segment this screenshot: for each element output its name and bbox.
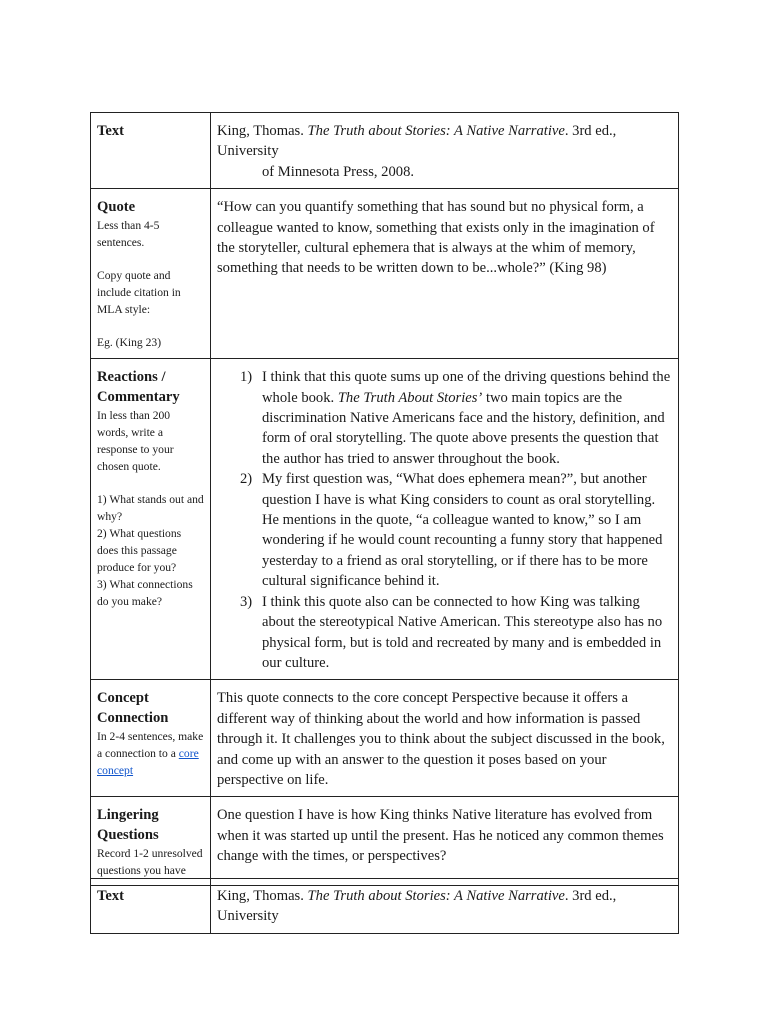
reactions-row <box>91 359 679 680</box>
lingering-content-cell[interactable] <box>211 797 679 886</box>
quote-label: Quote <box>97 199 136 216</box>
text-label-cell <box>91 113 211 189</box>
worksheet-table <box>90 112 679 886</box>
quote-row <box>91 189 679 359</box>
lingering-text: One question I have is how King thinks Native literature has evolved from when it was started up until the present. Has he noticed any common themes change with the times, or perspectives? <box>217 807 664 865</box>
concept-hint <box>97 728 204 779</box>
text-row-2 <box>91 879 679 934</box>
lingering-hint: Record 1-2 unresolved questions you have <box>97 847 203 878</box>
core-concept-link[interactable]: core concept <box>97 747 199 778</box>
concept-text: This quote connects to the core concept Perspective because it offers a different way of thinking about the world and how information is passed through it. It challenges you to think about the subject discussed in the book, and come up with an answer to the question it poses based on your perspective on life. <box>217 690 665 788</box>
concept-label-cell <box>91 680 211 797</box>
citation-title: The Truth about Stories: A Native Narrative <box>307 123 565 139</box>
lingering-row <box>91 797 679 886</box>
quote-hint-length: Less than 4-5 sentences. <box>97 219 160 250</box>
reactions-content-cell[interactable] <box>211 359 679 680</box>
reactions-list <box>217 367 672 673</box>
quote-hint-citation: Copy quote and include citation in MLA style: <box>97 269 181 317</box>
citation-rest-2: . 3rd ed., University <box>217 888 617 925</box>
citation-cell <box>211 113 679 189</box>
text-label-cell-2 <box>91 879 211 934</box>
reaction-item-1-text-a: I think that this quote sums up one of the driving questions behind the whole book. <box>262 369 671 406</box>
text-row <box>91 113 679 189</box>
citation-title-2: The Truth about Stories: A Native Narrative <box>307 888 565 904</box>
reactions-label-cell <box>91 359 211 680</box>
quote-content-cell[interactable] <box>211 189 679 359</box>
text-label: Text <box>97 123 125 139</box>
citation-cell-2 <box>211 879 679 934</box>
lingering-label-cell <box>91 797 211 886</box>
concept-content-cell[interactable] <box>211 680 679 797</box>
worksheet-table-2 <box>90 878 679 934</box>
reaction-item-2: My first question was, “What does ephemera mean?”, but another question I have is what King considers to count as oral storytelling. He mentions in the quote, “a colleague wanted to know,” so I am wondering if he would count recounting a funny story that happened yesterday to a friend as oral storytelling, or if there has to be more cultural significance behind it. <box>262 471 663 590</box>
reactions-hint-q1: 1) What stands out and why? <box>97 493 204 524</box>
reactions-hint-q2: 2) What questions does this passage produce for you? <box>97 527 182 575</box>
concept-row <box>91 680 679 797</box>
citation-rest: . 3rd ed., University <box>217 123 617 160</box>
lingering-label: Lingering Questions <box>97 807 159 844</box>
reactions-hint-instructions: In less than 200 words, write a response to your chosen quote. <box>97 409 174 474</box>
text-label-2: Text <box>97 888 125 904</box>
concept-hint-prefix: In 2-4 sentences, make a connection to a <box>97 730 204 761</box>
quote-hint-example: Eg. (King 23) <box>97 336 162 350</box>
reaction-item-3: I think this quote also can be connected to how King was talking about the stereotypical Native American. This stereotype also has no physical form, but is told and recreated by many and is embedded in our culture. <box>262 593 663 671</box>
citation-author: King, Thomas. <box>217 123 308 139</box>
reaction-item-1-title: The Truth About Stories’ <box>337 389 483 406</box>
quote-text: “How can you quantify something that has sound but no physical form, a colleague wanted to know, something that exists only in the imagination of the storyteller, cultural ephemera that is always at the whim of memory, something that needs to be written down to be...whole?” (King 98) <box>217 199 655 277</box>
concept-label: Concept Connection <box>97 690 169 727</box>
reactions-hint-q3: 3) What connections do you make? <box>97 578 193 609</box>
citation-line2: of Minnesota Press, 2008. <box>262 163 415 180</box>
reaction-item-1-text-b: two main topics are the discrimination Native Americans face and the history, definition, and form of oral storytelling. The quote above presents the question that the author has tried to answer throughout the book. <box>262 389 665 467</box>
citation-author-2: King, Thomas. <box>217 888 308 904</box>
quote-label-cell <box>91 189 211 359</box>
reaction-item-1 <box>262 367 672 469</box>
reactions-label: Reactions / Commentary <box>97 369 180 406</box>
